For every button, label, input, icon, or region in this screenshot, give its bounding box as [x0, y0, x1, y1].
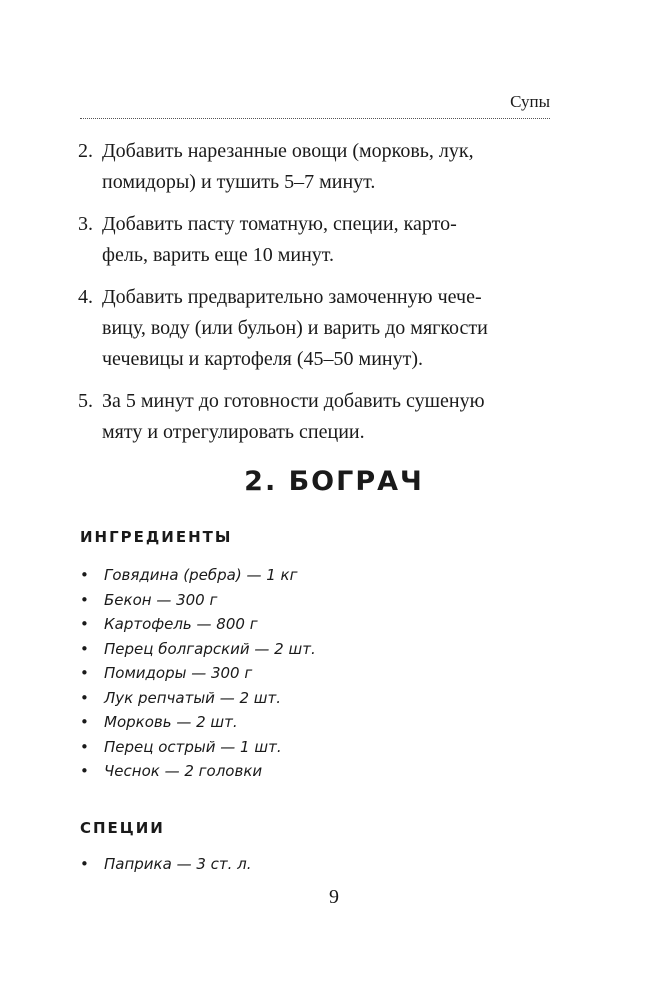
list-item [80, 759, 316, 784]
spices-heading: СПЕЦИИ [80, 819, 165, 837]
ingredient-text: Перец болгарский — 2 шт. [104, 639, 316, 658]
ingredients-list [80, 563, 316, 784]
bullet-icon: • [80, 639, 89, 658]
step-text-line: мяту и отрегулировать специи. [102, 421, 365, 443]
step-2 [78, 136, 553, 198]
step-text-line: вицу, воду (или бульон) и варить до мягкости [102, 317, 488, 339]
ingredient-text: Бекон — 300 г [104, 590, 218, 609]
step-number: 2. [78, 140, 93, 162]
ingredient-text: Перец острый — 1 шт. [104, 737, 282, 756]
list-item [80, 637, 316, 662]
list-item [80, 686, 316, 711]
step-text-line: Добавить предварительно замоченную чече- [102, 286, 482, 308]
bullet-icon: • [80, 855, 89, 873]
recipe-title: 2. БОГРАЧ [244, 466, 424, 497]
bullet-icon: • [80, 615, 89, 633]
step-4 [78, 282, 553, 375]
bullet-icon: • [80, 737, 89, 756]
spices-list [80, 852, 252, 877]
running-head: Супы [510, 92, 550, 111]
spice-text: Паприка — 3 ст. л. [104, 855, 252, 873]
step-number: 5. [78, 390, 93, 412]
instruction-steps [78, 136, 553, 459]
ingredient-text: Лук репчатый — 2 шт. [104, 688, 282, 707]
step-number: 3. [78, 213, 93, 235]
list-item [80, 852, 252, 877]
list-item [80, 563, 316, 588]
bullet-icon: • [80, 590, 89, 609]
list-item [80, 612, 316, 637]
step-3 [78, 209, 553, 271]
bullet-icon: • [80, 566, 89, 584]
bullet-icon: • [80, 713, 89, 731]
step-text-line: За 5 минут до готовности добавить сушеную [102, 390, 485, 412]
step-number: 4. [78, 286, 93, 308]
ingredient-text: Говядина (ребра) — 1 кг [104, 566, 298, 584]
list-item [80, 710, 316, 735]
page-number: 9 [329, 886, 339, 908]
list-item [80, 588, 316, 613]
step-text-line: фель, варить еще 10 минут. [102, 244, 335, 266]
step-text-line: Добавить нарезанные овощи (морковь, лук, [102, 140, 474, 162]
list-item [80, 735, 316, 760]
step-text-line: чечевицы и картофеля (45–50 минут). [102, 348, 424, 370]
bullet-icon: • [80, 688, 89, 707]
step-text-line: Добавить пасту томатную, специи, карто- [102, 213, 457, 235]
list-item [80, 661, 316, 686]
step-text-line: помидоры) и тушить 5–7 минут. [102, 171, 376, 193]
bullet-icon: • [80, 664, 89, 682]
ingredient-text: Помидоры — 300 г [104, 664, 253, 682]
ingredient-text: Чеснок — 2 головки [104, 762, 263, 780]
ingredients-heading: ИНГРЕДИЕНТЫ [80, 528, 233, 546]
ingredient-text: Картофель — 800 г [104, 615, 258, 633]
ingredient-text: Морковь — 2 шт. [104, 713, 238, 731]
bullet-icon: • [80, 762, 89, 780]
header-dotted-rule [80, 118, 550, 119]
step-5 [78, 386, 553, 448]
